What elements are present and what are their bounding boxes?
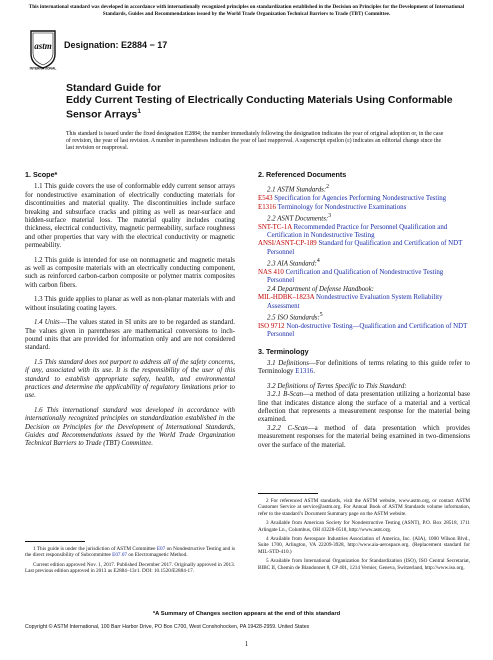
footnote-3: 3 Available from American Society for Nondestructive Testing (ASNT), P.O. Box 28518, 1711 Arlingate Ln., Columbus, OH 43228-0518, http://www.asnt.org. [258, 520, 470, 533]
paragraph-1-6: 1.6 This international standard was developed in accordance with internationally recognized principles on standardization established in the Decision on Principles for the Development of International Standards, Guides and Recommendations issued by the World Trade Organization Technical Barriers to Trade (TBT) Committee. [25, 406, 235, 448]
paragraph-1-5: 1.5 This standard does not purport to address all of the safety concerns, if any, associated with its use. It is the responsibility of the user of this standard to establish appropriate safety, health, and environmental practices and determine the applicability of regulatory limitations prior to use. [25, 358, 235, 400]
section-scope-heading: 1. Scope* [25, 170, 58, 179]
ref-group-dod: 2.4 Department of Defense Handbook: [267, 285, 374, 293]
footnotes-left [25, 541, 235, 578]
paragraph-3-1: 3.1 Definitions—For definitions of terms relating to this guide refer to Terminology E1316. [258, 359, 470, 376]
title-kicker: Standard Guide for [66, 82, 162, 94]
section-references-heading: 2. Referenced Documents [258, 170, 347, 179]
footnote-rule [258, 493, 318, 494]
ref-group-aia: 2.3 AIA Standard:$^4$ [267, 258, 320, 268]
ref-mil-hdbk-1823a[interactable]: MIL-HDBK–1823A Nondestructive Evaluation System Reliability Assessment [258, 294, 443, 310]
document-title [66, 82, 466, 121]
svg-text:astm: astm [34, 41, 52, 51]
copyright-line: Copyright © ASTM International, 100 Barr Harbor Drive, PO Box C700, West Conshohocken, PA 19428-2959. United States [25, 624, 310, 630]
footnotes-right [258, 493, 470, 574]
issue-note: This standard is issued under the fixed designation E2884; the number immediately following the designation indicates the year of original adoption or, in the case of revision, the year of last revision. A number in parentheses indicates the year of last reapproval. A superscript epsilon (ε) indicates an editorial change since the last revision or reapproval. [66, 131, 444, 151]
ref-group-iso: 2.5 ISO Standards:$^5$ [267, 311, 323, 322]
paragraph-3-2-2: 3.2.2 C-Scan—a method of data presentation which provides measurement responses for the material being examined in two-dimensions over the surface of the material. [258, 424, 470, 449]
right-column [258, 171, 470, 456]
paragraph-3-2: 3.2 Definitions of Terms Specific to This Standard: [267, 382, 407, 390]
paragraph-1-3: 1.3 This guide applies to planar as well as non-planar materials with and without insulating coating layers. [25, 296, 235, 312]
footnote-2: 2 For referenced ASTM standards, visit the ASTM website, www.astm.org, or contact ASTM Customer Service at service@astm.org. For Annual Book of ASTM Standards volume information, refer to the standard’s Document Summary page on the ASTM website. [258, 498, 470, 517]
units-label: 1.4 Units [34, 319, 60, 327]
astm-logo-icon [27, 28, 59, 70]
ref-iso-9712[interactable]: ISO 9712 Non-destructive Testing—Qualification and Certification of NDT Personnel [258, 322, 468, 339]
footnote-1-edition: Current edition approved Nov. 1, 2017. Published December 2017. Originally approved in 2013. Last previous edition approved in 2013 as E2884–13ε1. DOI: 10.1520/E2884-17. [25, 561, 235, 575]
section-terminology-heading: 3. Terminology [258, 346, 309, 356]
ref-snt-tc-1a[interactable]: SNT-TC-1A Recommended Practice for Personnel Qualification and Certification in Nondestructive Testing [258, 223, 448, 240]
paragraph-3-2-1: 3.2.1 B-Scan—a method of data presentation utilizing a horizontal base line that indicates distance along the surface of a material and a vertical deflection that represents a measurement response for the material being examined. [258, 391, 471, 424]
footnote-4: 4 Available from Aerospace Industries Association of America, Inc. (AIA), 1000 Wilson Blvd., Suite 1700, Arlington, VA 22209-3928, http://www.aia-aerospace.org. (Replacement standard for MIL-STD-410.) [258, 536, 470, 555]
designation: Designation: E2884 − 17 [64, 40, 168, 50]
footnote-rule [25, 541, 85, 542]
link-e07[interactable]: E07 [156, 546, 166, 552]
ref-group-asnt: 2.2 ASNT Documents:$^3$ [267, 212, 332, 223]
ref-e543[interactable]: E543 Specification for Agencies Performing Nondestructive Testing [258, 195, 447, 203]
tbt-notice: This international standard was developed in accordance with internationally recognized principles on standardization established in the Decision on Principles for the Development of International Standards, Guides and Recommendations issued by the World Trade Organization Technical Barriers to Trade (TBT) Committee. [28, 4, 465, 17]
title-main: Eddy Current Testing of Electrically Conducting Materials Using Conformable Sensor Arrays [66, 94, 453, 121]
footnote-1: 1 This guide is under the jurisdiction of ASTM Committee E07 on Nondestructive Testing and is the direct responsibility of Subcommittee E07.07 on Electromagnetic Method. [25, 546, 236, 559]
summary-of-changes-note: *A Summary of Changes section appears at the end of this standard [152, 611, 341, 617]
link-e07-07[interactable]: E07.07 [112, 552, 128, 559]
units-text: —The values stated in SI units are to be regarded as standard. The values given in parentheses are mathematical conversions to inch-pound units that are provided for information only and are not considered standard. [25, 319, 235, 352]
page-number: 1 [244, 640, 249, 648]
ref-nas-410[interactable]: NAS 410 Certification and Qualification of Nondestructive Testing Personnel [258, 268, 444, 285]
paragraph-1-4 [25, 319, 235, 353]
link-e1316[interactable]: E1316 [295, 368, 314, 376]
footnote-5: 5 Available from International Organization for Standardization (ISO), ISO Central Secretariat, BIBC II, Chemin de Blandonnet 8, CP 401, 1214 Vernier, Geneva, Switzerland, http://www.iso.org. [258, 558, 470, 571]
logo-caption: INTERNATIONAL [29, 66, 57, 70]
ref-e1316[interactable]: E1316 Terminology for Nondestructive Examinations [258, 203, 407, 211]
paragraph-1-1: 1.1 This guide covers the use of conformable eddy current sensor arrays for nondestructive examination of electrically conducting materials for discontinuities and material quality. The discontinuities include surface breaking and subsurface cracks and pitting as well as near-surface and hidden-surface material loss. The material quality includes coating thickness, electrical conductivity, magnetic permeability, surface roughness and other properties that vary with the electrical conductivity or magnetic permeability. [25, 183, 235, 250]
ref-group-astm: 2.1 ASTM Standards:$^2$ [267, 184, 330, 194]
ref-ansi-asnt-cp-189[interactable]: ANSI/ASNT-CP-189 Standard for Qualification and Certification of NDT Personnel [258, 240, 463, 256]
paragraph-1-2: 1.2 This guide is intended for use on nonmagnetic and magnetic metals as well as composite materials with an electrically conducting component, such as reinforced carbon-carbon composite or polymer matrix composites with carbon fibers. [25, 256, 235, 289]
title-footnote-mark: 1 [137, 108, 142, 115]
left-column [25, 171, 235, 455]
